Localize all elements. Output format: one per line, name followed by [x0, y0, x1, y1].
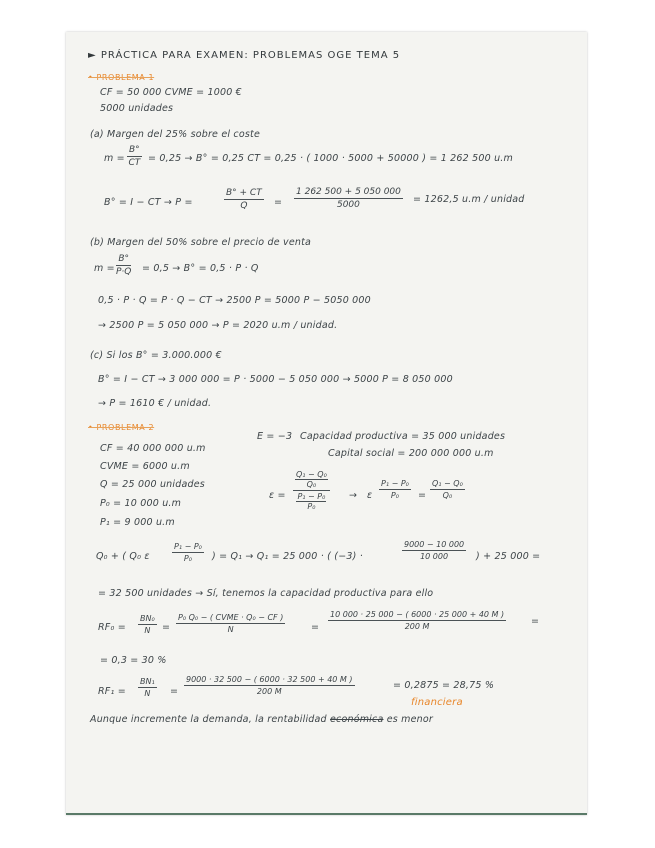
p2-eps-arrow: → — [349, 490, 358, 501]
p2-rf0-fraction-1 — [138, 614, 157, 635]
p2-rf1-fraction-2 — [184, 675, 355, 696]
numerator: B° — [129, 145, 140, 155]
denominator: P₀ — [183, 554, 192, 563]
denominator: 5000 — [336, 200, 360, 210]
p1-a-result: = 0,25 → B° = 0,25 CT = 0,25 · ( 1000 · 5000 + 50000 ) = 1 262 500 u.m — [148, 153, 513, 164]
p1-part-b-title: (b) Margen del 50% sobre el precio de venta — [90, 237, 312, 248]
numerator: 9000 − 10 000 — [404, 540, 465, 549]
p1-c-price: → P = 1610 € / unidad. — [98, 398, 212, 409]
p2-q1-left: Q₀ + ( Q₀ ε — [96, 551, 150, 562]
denominator: CT — [128, 158, 141, 168]
denominator: P₀ — [390, 491, 399, 500]
problem-1-heading: • PROBLEMA 1 — [88, 73, 155, 82]
p1-given-costs: CF = 50 000 CVME = 1000 € — [100, 87, 242, 98]
p1-a-m-label: m = — [104, 153, 125, 164]
denominator: 10 000 — [420, 552, 449, 561]
denominator: P·Q — [116, 267, 132, 277]
page-bottom-rule — [66, 813, 587, 815]
top-numerator: Q₁ − Q₀ — [296, 470, 327, 479]
p2-capacity: Capacidad productiva = 35 000 unidades — [300, 431, 506, 442]
p1-b-result: = 0,5 → B° = 0,5 · P · Q — [142, 263, 259, 274]
denominator: 200 M — [404, 622, 430, 631]
p2-rf0-result: = 0,3 = 30 % — [100, 655, 167, 666]
denominator: N — [144, 626, 151, 635]
p2-correction-financiera: financiera — [411, 697, 463, 708]
p2-price-0: P₀ = 10 000 u.m — [100, 498, 182, 509]
top-denominator: Q₀ — [306, 480, 317, 489]
numerator: P₀ Q₀ − ( CVME · Q₀ − CF ) — [178, 613, 284, 622]
p2-q1-fraction-1 — [172, 542, 204, 563]
p1-a2-fraction — [224, 188, 264, 211]
p1-a2-equals: = — [274, 197, 283, 208]
problem-2-heading: • PROBLEMA 2 — [88, 423, 155, 432]
p1-a2-left: B° = I − CT → P = — [104, 197, 193, 208]
p2-eps2-fraction-2 — [430, 479, 465, 500]
bottom-numerator: P₁ − P₀ — [297, 492, 326, 501]
p2-unit-cost: CVME = 6000 u.m — [100, 461, 190, 472]
p2-q1-end: ) + 25 000 = — [476, 551, 541, 562]
p2-share-capital: Capital social = 200 000 000 u.m — [328, 448, 494, 459]
p2-conclusion — [90, 714, 433, 725]
p1-a2-result: = 1262,5 u.m / unidad — [413, 194, 525, 205]
p2-eps2-equals: = — [418, 490, 427, 501]
numerator: B° — [118, 254, 130, 264]
denominator: 200 M — [256, 687, 282, 696]
bottom-denominator: P₀ — [307, 502, 316, 511]
p2-eps2-fraction-1 — [379, 479, 411, 500]
bottom-fraction-inner — [296, 492, 326, 511]
conclusion-text-start: Aunque incremente la demanda, la rentabilidad — [90, 714, 327, 725]
p2-eps-label: ε = — [269, 490, 286, 501]
p2-rf1-result: = 0,2875 = 28,75 % — [393, 680, 495, 691]
p1-a-fraction — [127, 145, 142, 168]
p1-c-equation: B° = I − CT → 3 000 000 = P · 5000 − 5 050 000 → 5000 P = 8 050 000 — [98, 374, 453, 385]
numerator: Q₁ − Q₀ — [432, 479, 463, 488]
p2-rf0-fraction-3 — [328, 610, 506, 631]
denominator: N — [227, 625, 234, 634]
conclusion-struck-word: económica — [330, 714, 384, 725]
top-fraction — [293, 470, 330, 491]
p2-q1-middle: ) = Q₁ → Q₁ = 25 000 · ( (−3) · — [212, 551, 363, 562]
conclusion-text-end: es menor — [386, 714, 433, 725]
bottom-fraction — [296, 491, 326, 511]
numerator: 10 000 · 25 000 − ( 6000 · 25 000 + 40 M ) — [330, 610, 505, 619]
p2-price-1: P₁ = 9 000 u.m — [100, 517, 175, 528]
p1-part-c-title: (c) Si los B° = 3.000.000 € — [90, 350, 222, 361]
p1-given-units: 5000 unidades — [100, 103, 174, 114]
page-title: ► PRÁCTICA PARA EXAMEN: PROBLEMAS OGE TEMA 5 — [88, 50, 401, 61]
p2-rf1-label: RF₁ = — [98, 686, 126, 697]
p1-b-price: → 2500 P = 5 050 000 → P = 2020 u.m / unidad. — [98, 320, 338, 331]
p2-eps2-label: ε — [367, 490, 373, 501]
numerator: 1 262 500 + 5 050 000 — [296, 187, 401, 197]
p2-rf0-equals-2: = — [311, 622, 320, 633]
top-fraction-inner — [295, 470, 328, 489]
notebook-page — [66, 32, 587, 815]
p2-rf0-equals-3: = — [531, 616, 540, 627]
p2-q1-fraction-2 — [402, 540, 466, 561]
denominator: Q₀ — [442, 491, 453, 500]
p1-b-fraction — [116, 254, 131, 277]
p1-b-m-label: m = — [94, 263, 115, 274]
numerator: 9000 · 32 500 − ( 6000 · 32 500 + 40 M ) — [186, 675, 353, 684]
numerator: P₁ − P₀ — [174, 542, 202, 551]
p2-rf0-equals-1: = — [162, 622, 171, 633]
numerator: BN₀ — [140, 614, 155, 623]
numerator: P₁ − P₀ — [381, 479, 409, 488]
numerator: B° + CT — [226, 188, 262, 198]
p2-quantity: Q = 25 000 unidades — [100, 479, 205, 490]
p1-a2-fraction-values — [294, 187, 403, 210]
p2-rf1-equals: = — [170, 686, 179, 697]
p1-b-equation: 0,5 · P · Q = P · Q − CT → 2500 P = 5000 P − 5050 000 — [98, 295, 371, 306]
p2-rf0-fraction-2 — [176, 613, 285, 634]
p2-fixed-cost: CF = 40 000 000 u.m — [100, 443, 206, 454]
p2-rf1-fraction-1 — [138, 677, 157, 698]
p2-rf0-label: RF₀ = — [98, 622, 126, 633]
numerator: BN₁ — [140, 677, 155, 686]
denominator: Q — [240, 201, 248, 211]
p2-q1-result: = 32 500 unidades → Sí, tenemos la capacidad productiva para ello — [98, 588, 434, 599]
p2-elasticity: E = −3 — [257, 431, 293, 442]
p2-eps-compound-fraction — [293, 470, 330, 511]
denominator: N — [144, 689, 151, 698]
p1-part-a-title: (a) Margen del 25% sobre el coste — [90, 129, 260, 140]
